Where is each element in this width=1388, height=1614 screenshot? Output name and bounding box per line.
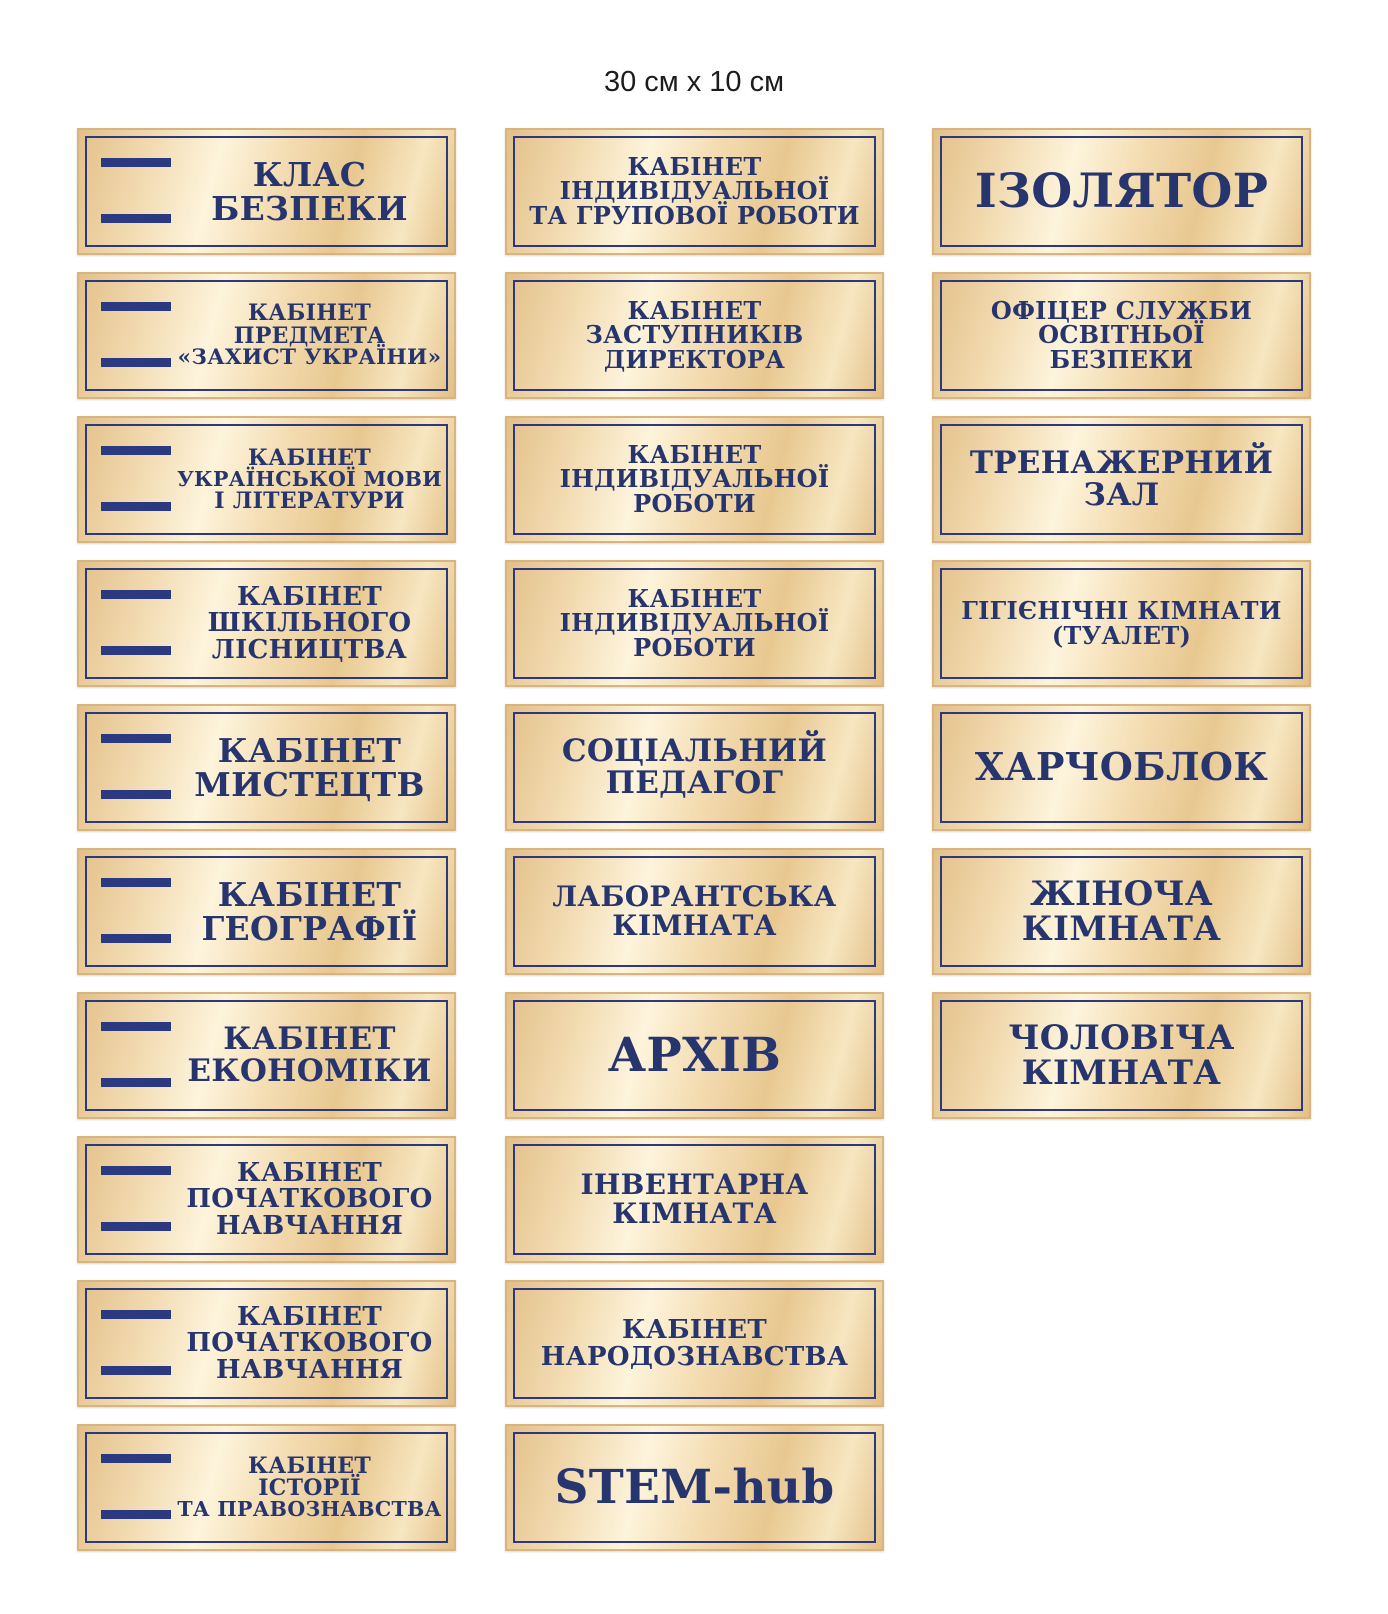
door-sign <box>932 704 1311 831</box>
sign-line: КАБІНЕТ <box>223 1020 396 1057</box>
sign-line: ХАРЧОБЛОК <box>974 744 1269 790</box>
sign-text <box>175 1138 444 1261</box>
sign-line: ДИРЕКТОРА <box>603 344 786 374</box>
sign-text <box>517 994 872 1117</box>
sign-line: ІЗОЛЯТОР <box>974 163 1269 219</box>
sign-line: НАВЧАННЯ <box>215 1210 404 1241</box>
sign-text <box>944 418 1299 541</box>
sign-line: ЧОЛОВІЧА <box>1008 1017 1235 1058</box>
sign-line: КАБІНЕТ <box>627 583 762 613</box>
door-sign <box>932 128 1311 255</box>
door-sign <box>505 1280 884 1407</box>
sign-line: СОЦІАЛЬНИЙ <box>561 732 828 769</box>
sign-line: КАБІНЕТ <box>627 439 762 469</box>
sign-line: ТА ГРУПОВОЇ РОБОТИ <box>529 200 860 230</box>
flag-stripes-icon <box>101 850 171 973</box>
door-sign <box>505 848 884 975</box>
door-sign <box>77 560 456 687</box>
sign-text <box>944 850 1299 973</box>
sign-line: КІМНАТА <box>612 1196 777 1230</box>
sign-line: ЖІНОЧА <box>1030 873 1213 914</box>
door-sign <box>77 848 456 975</box>
flag-stripes-icon <box>101 274 171 397</box>
sign-line: «ЗАХИСТ УКРАЇНИ» <box>177 344 442 370</box>
sign-text <box>517 1282 872 1405</box>
sign-text <box>517 562 872 685</box>
door-sign <box>77 704 456 831</box>
signs-column-1 <box>77 128 456 1568</box>
sign-line: БЕЗПЕКИ <box>211 188 408 228</box>
sign-text <box>517 1138 872 1261</box>
sign-line: ТА ПРАВОЗНАВСТВА <box>177 1497 442 1522</box>
door-sign <box>77 416 456 543</box>
signs-column-3 <box>932 128 1311 1136</box>
size-caption: 30 см х 10 см <box>603 66 785 98</box>
flag-stripes-icon <box>101 994 171 1117</box>
sign-line: КІМНАТА <box>612 908 777 942</box>
sign-line: (ТУАЛЕТ) <box>1051 620 1192 650</box>
door-sign <box>77 1280 456 1407</box>
sign-text <box>944 706 1299 829</box>
flag-stripes-icon <box>101 418 171 541</box>
sign-line: ЛАБОРАНТСЬКА <box>552 879 837 913</box>
flag-stripes-icon <box>101 562 171 685</box>
flag-stripes-icon <box>101 1282 171 1405</box>
sign-text <box>517 274 872 397</box>
sign-line: ШКІЛЬНОГО <box>207 608 412 639</box>
sign-line: КАБІНЕТ <box>247 444 372 471</box>
door-sign <box>77 1136 456 1263</box>
sign-text <box>517 130 872 253</box>
door-sign <box>505 1424 884 1551</box>
sign-text <box>944 274 1299 397</box>
sign-line: І ЛІТЕРАТУРИ <box>214 487 405 514</box>
door-sign <box>505 128 884 255</box>
door-sign <box>505 416 884 543</box>
sign-text <box>175 130 444 253</box>
sign-line: КІМНАТА <box>1021 1052 1222 1093</box>
sign-line: НАРОДОЗНАВСТВА <box>540 1341 849 1372</box>
sign-line: ОФІЦЕР СЛУЖБИ <box>990 295 1253 325</box>
sign-text <box>517 706 872 829</box>
sign-line: ІНДИВІДУАЛЬНОЇ <box>559 464 830 494</box>
sign-line: КАБІНЕТ <box>217 874 402 914</box>
sign-line: УКРАЇНСЬКОЇ МОВИ <box>177 467 442 492</box>
sign-line: РОБОТИ <box>633 632 756 662</box>
door-sign <box>505 704 884 831</box>
sign-line: КАБІНЕТ <box>247 300 372 327</box>
sign-line: КАБІНЕТ <box>236 581 383 612</box>
door-sign <box>77 272 456 399</box>
door-sign <box>77 992 456 1119</box>
sign-line: МИСТЕЦТВ <box>194 764 425 804</box>
door-sign <box>505 560 884 687</box>
sign-line: ПЕДАГОГ <box>605 764 784 801</box>
door-sign <box>932 848 1311 975</box>
sign-text <box>175 706 444 829</box>
sign-line: ГІГІЄНІЧНІ КІМНАТИ <box>961 596 1282 626</box>
sign-text <box>175 1426 444 1549</box>
flag-stripes-icon <box>101 706 171 829</box>
sign-line: ЕКОНОМІКИ <box>187 1052 432 1089</box>
sign-line: ГЕОГРАФІЇ <box>201 908 418 948</box>
sign-line: КАБІНЕТ <box>217 730 402 770</box>
door-sign <box>505 1136 884 1263</box>
sign-line: ПРЕДМЕТА <box>233 322 386 349</box>
door-sign <box>505 272 884 399</box>
sign-line: АРХІВ <box>607 1027 782 1083</box>
sign-line: КАБІНЕТ <box>247 1452 372 1479</box>
sign-text <box>175 1282 444 1405</box>
door-sign <box>932 272 1311 399</box>
sign-line: РОБОТИ <box>633 488 756 518</box>
sign-line: ЗАСТУПНИКІВ <box>585 320 804 350</box>
sign-line: ТРЕНАЖЕРНИЙ <box>969 444 1274 481</box>
sign-line: КАБІНЕТ <box>627 151 762 181</box>
flag-stripes-icon <box>101 1138 171 1261</box>
sign-line: ІНВЕНТАРНА <box>580 1167 809 1201</box>
sign-text <box>517 418 872 541</box>
sign-line: КЛАС <box>252 154 367 194</box>
door-sign <box>77 1424 456 1551</box>
sign-line: ЗАЛ <box>1083 476 1160 513</box>
sign-line: ІНДИВІДУАЛЬНОЇ <box>559 176 830 206</box>
flag-stripes-icon <box>101 1426 171 1549</box>
sign-line: ІНДИВІДУАЛЬНОЇ <box>559 608 830 638</box>
sign-text <box>175 994 444 1117</box>
door-sign <box>932 992 1311 1119</box>
sign-line: ЛІСНИЦТВА <box>211 634 408 665</box>
door-sign <box>77 128 456 255</box>
sign-line: НАВЧАННЯ <box>215 1354 404 1385</box>
sign-line: ПОЧАТКОВОГО <box>186 1328 433 1359</box>
sign-line: STEM-hub <box>554 1459 835 1515</box>
sign-text <box>175 850 444 973</box>
sign-text <box>175 274 444 397</box>
sign-text <box>944 130 1299 253</box>
sign-text <box>175 418 444 541</box>
sign-line: БЕЗПЕКИ <box>1049 344 1194 374</box>
sign-text <box>517 1426 872 1549</box>
sign-line: КАБІНЕТ <box>627 295 762 325</box>
sign-line: КАБІНЕТ <box>621 1314 768 1345</box>
sign-line: КАБІНЕТ <box>236 1157 383 1188</box>
sign-line: КІМНАТА <box>1021 908 1222 949</box>
sign-text <box>517 850 872 973</box>
sign-text <box>944 994 1299 1117</box>
sign-line: ПОЧАТКОВОГО <box>186 1184 433 1215</box>
door-sign <box>932 560 1311 687</box>
sign-text <box>944 562 1299 685</box>
sign-line: ІСТОРІЇ <box>258 1475 361 1502</box>
sign-line: ОСВІТНЬОЇ <box>1038 320 1205 350</box>
flag-stripes-icon <box>101 130 171 253</box>
sign-line: КАБІНЕТ <box>236 1301 383 1332</box>
sign-text <box>175 562 444 685</box>
signs-column-2 <box>505 128 884 1568</box>
door-sign <box>505 992 884 1119</box>
door-sign <box>932 416 1311 543</box>
